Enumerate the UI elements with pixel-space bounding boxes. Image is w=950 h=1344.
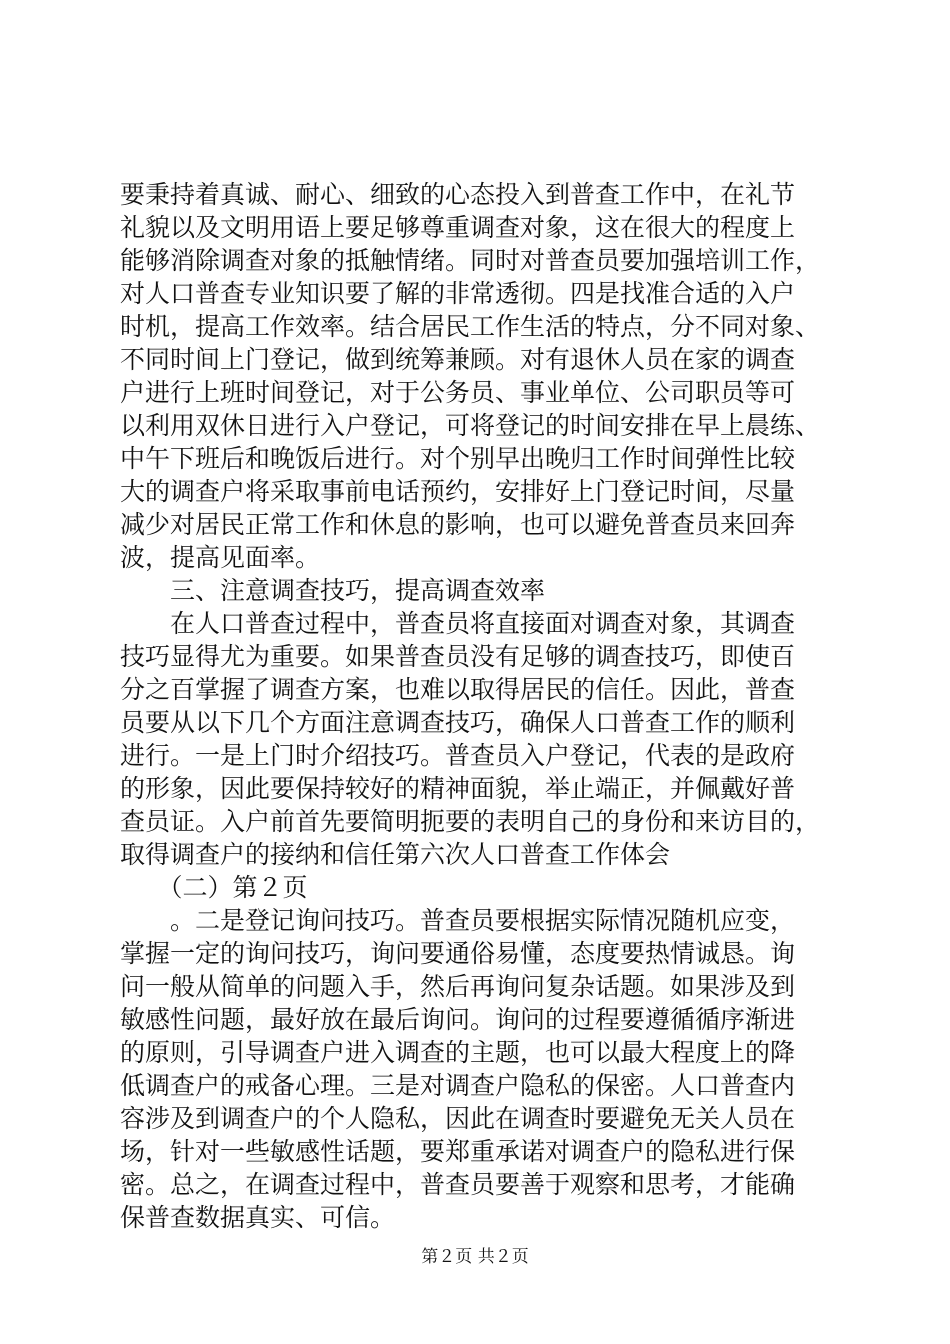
text-line: 密。总之，在调查过程中，普查员要善于观察和思考，才能确: [120, 1170, 796, 1199]
text-line: 容涉及到调查户的个人隐私，因此在调查时要避免无关人员在: [120, 1104, 796, 1133]
text-line: 技巧显得尤为重要。如果普查员没有足够的调查技巧，即使百: [120, 642, 796, 671]
text-line: 员要从以下几个方面注意调查技巧，确保人口普查工作的顺利: [120, 708, 796, 737]
text-line: 大的调查户将采取事前电话预约，安排好上门登记时间，尽量: [120, 477, 796, 506]
body-text: [120, 178, 840, 1234]
text-line: 礼貌以及文明用语上要足够尊重调查对象，这在很大的程度上: [120, 213, 796, 242]
text-line: 查员证。入户前首先要简明扼要的表明自己的身份和来访目的，: [120, 807, 821, 836]
text-line: 的形象，因此要保持较好的精神面貌，举止端正，并佩戴好普: [120, 774, 796, 803]
text-line: 掌握一定的询问技巧，询问要通俗易懂，态度要热情诚恳。询: [120, 939, 796, 968]
text-line: 时机，提高工作效率。结合居民工作生活的特点，分不同对象、: [120, 312, 821, 341]
text-line: 能够消除调查对象的抵触情绪。同时对普查员要加强培训工作，: [120, 246, 821, 275]
text-line: 要秉持着真诚、耐心、细致的心态投入到普查工作中，在礼节: [120, 180, 796, 209]
text-line: 户进行上班时间登记，对于公务员、事业单位、公司职员等可: [120, 378, 796, 407]
page-marker: （二）第２页: [120, 873, 308, 902]
text-line: 。二是登记询问技巧。普查员要根据实际情况随机应变，: [120, 906, 796, 935]
text-line: 中午下班后和晚饭后进行。对个别早出晚归工作时间弹性比较: [120, 444, 796, 473]
text-line: 减少对居民正常工作和休息的影响，也可以避免普查员来回奔: [120, 510, 796, 539]
text-line: 敏感性问题，最好放在最后询问。询问的过程要遵循循序渐进: [120, 1005, 796, 1034]
text-line: 不同时间上门登记，做到统筹兼顾。对有退休人员在家的调查: [120, 345, 796, 374]
text-line: 保普查数据真实、可信。: [120, 1203, 396, 1232]
text-line: 的原则，引导调查户进入调查的主题，也可以最大程度上的降: [120, 1038, 796, 1067]
text-line: 问一般从简单的问题入手，然后再询问复杂话题。如果涉及到: [120, 972, 796, 1001]
text-line: 取得调查户的接纳和信任第六次人口普查工作体会: [120, 840, 671, 869]
text-line: 波，提高见面率。: [120, 543, 321, 572]
page-footer: 第２页 共２页: [421, 1247, 529, 1267]
text-line: 场，针对一些敏感性话题，要郑重承诺对调查户的隐私进行保: [120, 1137, 796, 1166]
text-line: 对人口普查专业知识要了解的非常透彻。四是找准合适的入户: [120, 279, 796, 308]
text-line: 在人口普查过程中，普查员将直接面对调查对象，其调查: [120, 609, 796, 638]
text-line: 分之百掌握了调查方案，也难以取得居民的信任。因此，普查: [120, 675, 796, 704]
text-line: 低调查户的戒备心理。三是对调查户隐私的保密。人口普查内: [120, 1071, 796, 1100]
text-line: 进行。一是上门时介绍技巧。普查员入户登记，代表的是政府: [120, 741, 796, 770]
text-line: 以利用双休日进行入户登记，可将登记的时间安排在早上晨练、: [120, 411, 821, 440]
section-heading: 三、注意调查技巧，提高调查效率: [120, 576, 546, 605]
